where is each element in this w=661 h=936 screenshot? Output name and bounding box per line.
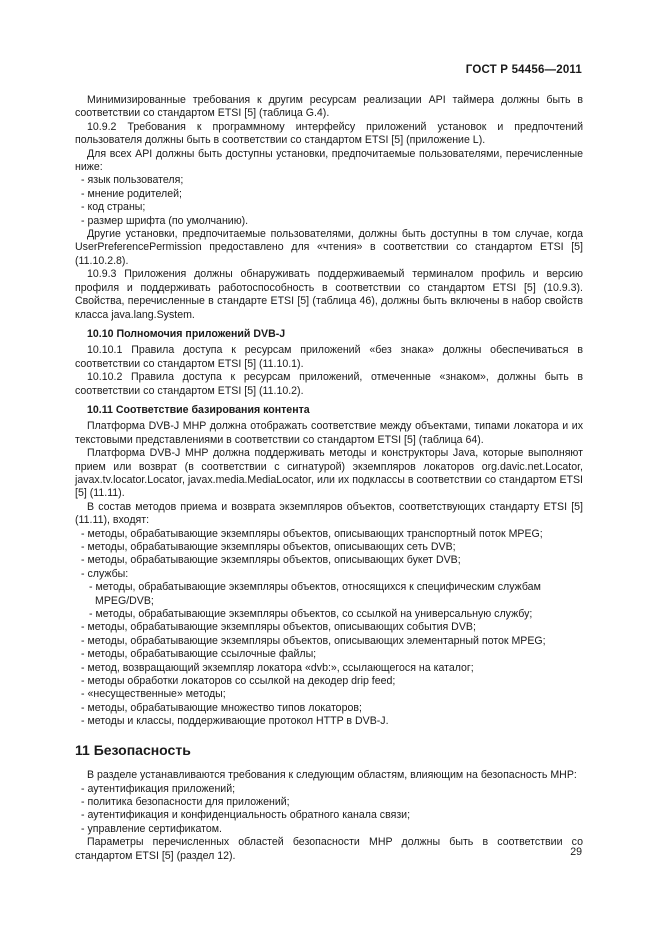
page-number: 29 [570,846,582,858]
list-item: - «несущественные» методы; [81,688,226,701]
list-item: - методы, обрабатывающие экземпляры объектов, описывающих букет DVB; [81,554,461,567]
list-item: - управление сертификатом. [81,822,222,835]
list-item: - методы, обрабатывающие экземпляры объектов, описывающих сеть DVB; [81,541,456,553]
list-item: - язык пользователя; [81,174,184,187]
paragraph: Минимизированные требования к другим ресурсам реализации API таймера должны быть в соответствии со стандартом ETSI [5] (таблица G.4). [75,94,583,120]
list-item: - методы, обрабатывающие ссылочные файлы; [81,648,317,661]
document-header-id: ГОСТ Р 54456—2011 [465,64,582,76]
list-item: - размер шрифта (по умолчанию). [81,214,249,227]
paragraph: 10.9.3 Приложения должны обнаруживать поддерживаемый терминалом профиль и версию профиля и поддерживать работоспособность в соответствии со стандартом ETSI [5] (10.9.3). Свойства, перечисленные в стандарте ETSI [5] (таблица 46), должны быть включены в набор свойств класса java.lang.System. [75,268,583,321]
paragraph: 10.10.1 Правила доступа к ресурсам приложений «без знака» должны обеспечиваться в соответствии со стандартом ETSI [5] (11.10.1). [75,344,583,370]
list-item: - методы, обрабатывающие экземпляры объектов, описывающих события DVB; [81,621,476,634]
section-heading: 11 Безопасность [75,741,191,758]
list-item: - методы и классы, поддерживающие протокол HTTP в DVB-J. [81,715,389,728]
list-item: - политика безопасности для приложений; [81,795,290,808]
list-item-nested: - методы, обрабатывающие экземпляры объектов, относящихся к специфическим службам MPEG/DVB; [89,581,541,607]
subsection-heading: 10.10 Полномочия приложений DVB-J [87,327,286,340]
paragraph: Другие установки, предпочитаемые пользователями, должны быть доступны в том случае, когда UserPreferencePermission предоставлено для «чтения» в соответствии со стандартом ETSI [5] (11.10.2.8). [75,228,583,267]
list-item: - службы: [81,567,129,580]
page-content [75,94,583,863]
paragraph: Для всех API должны быть доступны установки, предпочитаемые пользователями, перечисленные ниже: [75,147,583,174]
paragraph: Параметры перечисленных областей безопасности MHP должны быть в соответствии со стандартом ETSI [5] (раздел 12). [75,836,583,862]
list-item: - метод, возвращающий экземпляр локатора «dvb:», ссылающегося на каталог; [81,661,474,674]
list-item: - мнение родителей; [81,187,182,200]
list-item: - аутентификация приложений; [81,782,236,795]
paragraph: Платформа DVB-J MHP должна поддерживать методы и конструкторы Java, которые выполняют прием или возврат (в соответствии с сигнатурой) экземпляров локаторов org.davic.net.Locator, javax.tv.locator.Locator, javax.media.MediaLocator, или их подклассы в соответствии со стандартом ETSI [5] (11.11). [75,447,583,500]
list-item: - код страны; [81,201,146,214]
paragraph: 10.10.2 Правила доступа к ресурсам приложений, отмеченные «знаком», должны быть в соответствии со стандартом ETSI [5] (11.10.2). [75,371,583,397]
list-item: - аутентификация и конфиденциальность обратного канала связи; [81,809,411,822]
paragraph: В разделе устанавливаются требования к следующим областям, влияющим на безопасность MHP: [87,769,577,782]
paragraph: Платформа DVB-J MHP должна отображать соответствие между объектами, типами локатора и их текстовыми представлениями в соответствии со стандартом ETSI [5] (таблица 64). [75,420,583,446]
subsection-heading: 10.11 Соответствие базирования контента [87,403,310,416]
list-item: - методы обработки локаторов со ссылкой на декодер drip feed; [81,675,396,688]
paragraph: 10.9.2 Требования к программному интерфейсу приложений установок и предпочтений пользователя должны быть в соответствии со стандартом ETSI [5] (приложение L). [75,120,583,147]
list-item: - методы, обрабатывающие множество типов локаторов; [81,701,362,714]
list-item: - методы, обрабатывающие экземпляры объектов, описывающих элементарный поток MPEG; [81,634,546,647]
list-item-nested: - методы, обрабатывающие экземпляры объектов, со ссылкой на универсальную службу; [89,608,533,621]
paragraph: В состав методов приема и возврата экземпляров объектов, соответствующих стандарту ETSI [5] (11.11), входят: [75,500,583,527]
list-item: - методы, обрабатывающие экземпляры объектов, описывающих транспортный поток MPEG; [81,527,543,540]
